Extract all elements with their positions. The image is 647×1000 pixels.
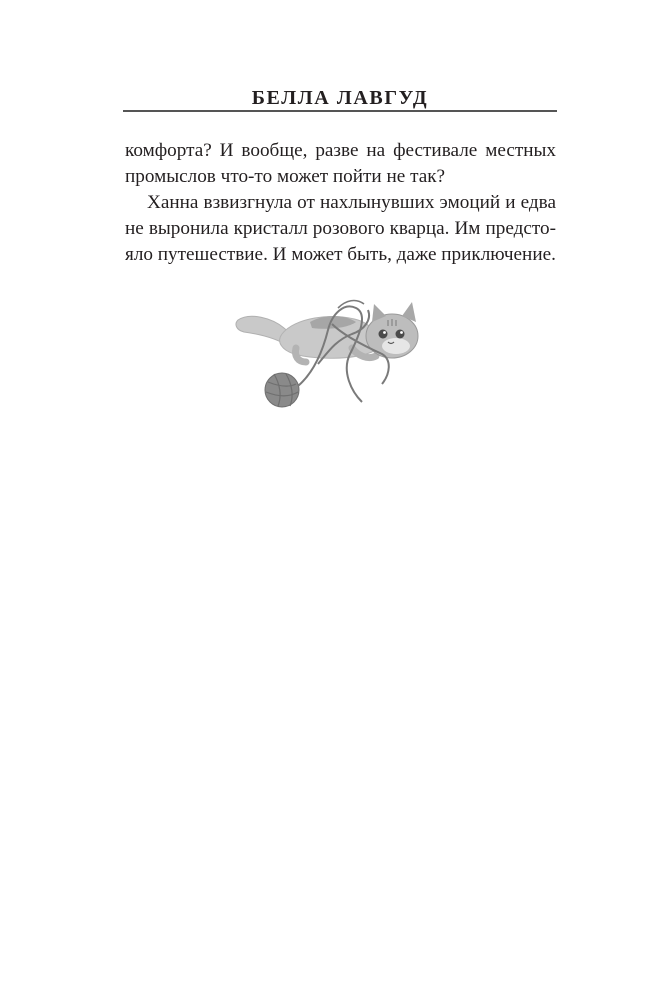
page-body-text: [125, 138, 556, 268]
paragraph-2-line-1: Ханна взвизгнула от нахлынувших эмоций и едва: [147, 192, 556, 213]
cat-eye-right: [396, 330, 405, 339]
yarn-ball: [265, 373, 299, 407]
header-rule: [123, 110, 557, 112]
paragraph-1-line-2: промыслов что-то может пойти не так?: [125, 166, 446, 187]
cat-with-yarn-ball-icon: [232, 294, 422, 414]
paragraph-2-line-2: не выронила кристалл розового кварца. Им предсто-: [125, 218, 556, 239]
running-head-author: БЕЛЛА ЛАВГУД: [251, 87, 429, 109]
paragraph-1-line-1: комфорта? И вообще, разве на фестивале местных: [125, 140, 556, 161]
paragraph-2-line-3: яло путешествие. И может быть, даже приключение.: [125, 244, 556, 265]
cat-eye-left: [379, 330, 388, 339]
cat-cheek: [382, 338, 410, 354]
